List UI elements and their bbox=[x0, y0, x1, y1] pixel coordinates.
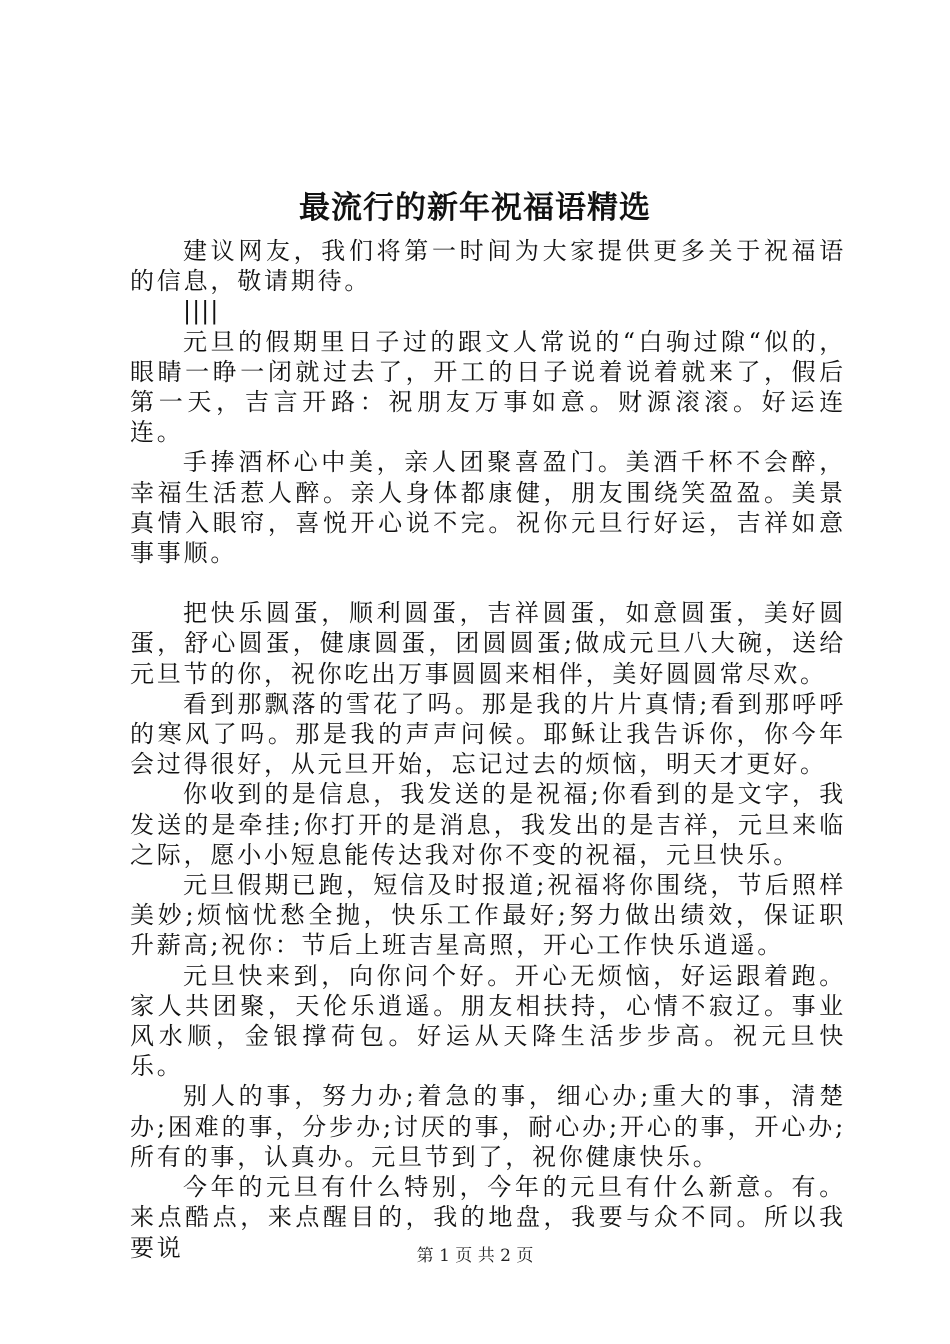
paragraph-wine-cup: 手捧酒杯心中美，亲人团聚喜盈门。美酒千杯不会醉，幸福生活惹人醉。亲人身体都康健，朋友围绕笑盈盈。美景真情入眼帘，喜悦开心说不完。祝你元旦行好运，吉祥如意事事顺。 bbox=[130, 448, 846, 568]
paragraph-others-affairs: 别人的事，努力办;着急的事，细心办;重大的事，清楚办;困难的事，分步办;讨厌的事，耐心办;开心的事，开心办;所有的事，认真办。元旦节到了，祝你健康快乐。 bbox=[130, 1082, 846, 1171]
paragraph-separator: |||| bbox=[183, 297, 220, 326]
paragraph-round-eggs: 把快乐圆蛋，顺利圆蛋，吉祥圆蛋，如意圆蛋，美好圆蛋，舒心圆蛋，健康圆蛋，团圆圆蛋;做成元旦八大碗，送给元旦节的你，祝你吃出万事圆圆来相伴，美好圆圆常尽欢。 bbox=[130, 599, 846, 688]
paragraph-yuandan-holiday: 元旦的假期里日子过的跟文人常说的“白驹过隙“似的，眼睛一睁一闭就过去了，开工的日子说着说着就来了，假后第一天，吉言开路：祝朋友万事如意。财源滚滚。好运连连。 bbox=[130, 327, 846, 447]
paragraph-new-year-coming: 元旦快来到，向你问个好。开心无烦恼，好运跟着跑。家人共团聚，天伦乐逍遥。朋友相扶持，心情不寂辽。事业风水顺，金银撑荷包。好运从天降生活步步高。祝元旦快乐。 bbox=[130, 961, 846, 1081]
paragraph-holiday-over: 元旦假期已跑，短信及时报道;祝福将你围绕，节后照样美妙;烦恼忧愁全抛，快乐工作最好;努力做出绩效，保证职升薪高;祝你：节后上班吉星高照，开心工作快乐逍遥。 bbox=[130, 871, 846, 960]
document-title: 最流行的新年祝福语精选 bbox=[299, 190, 651, 226]
page-number-footer: 第 1 页 共 2 页 bbox=[416, 1246, 534, 1266]
paragraph-snowflakes: 看到那飘落的雪花了吗。那是我的片片真情;看到那呼呼的寒风了吗。那是我的声声问候。耶稣让我告诉你，你今年会过得很好，从元旦开始，忘记过去的烦恼，明天才更好。 bbox=[130, 689, 846, 779]
blank-line bbox=[130, 568, 846, 598]
paragraph-intro: 建议网友，我们将第一时间为大家提供更多关于祝福语的信息，敬请期待。 bbox=[130, 237, 846, 296]
paragraph-this-year: 今年的元旦有什么特别，今年的元旦有什么新意。有。来点酷点，来点醒目的，我的地盘，我要与众不同。所以我要说 bbox=[130, 1173, 846, 1262]
document-body bbox=[130, 236, 846, 1263]
paragraph-message: 你收到的是信息，我发送的是祝福;你看到的是文字，我发送的是牵挂;你打开的是消息，我发出的是吉祥，元旦来临之际，愿小小短息能传达我对你不变的祝福，元旦快乐。 bbox=[130, 780, 846, 869]
